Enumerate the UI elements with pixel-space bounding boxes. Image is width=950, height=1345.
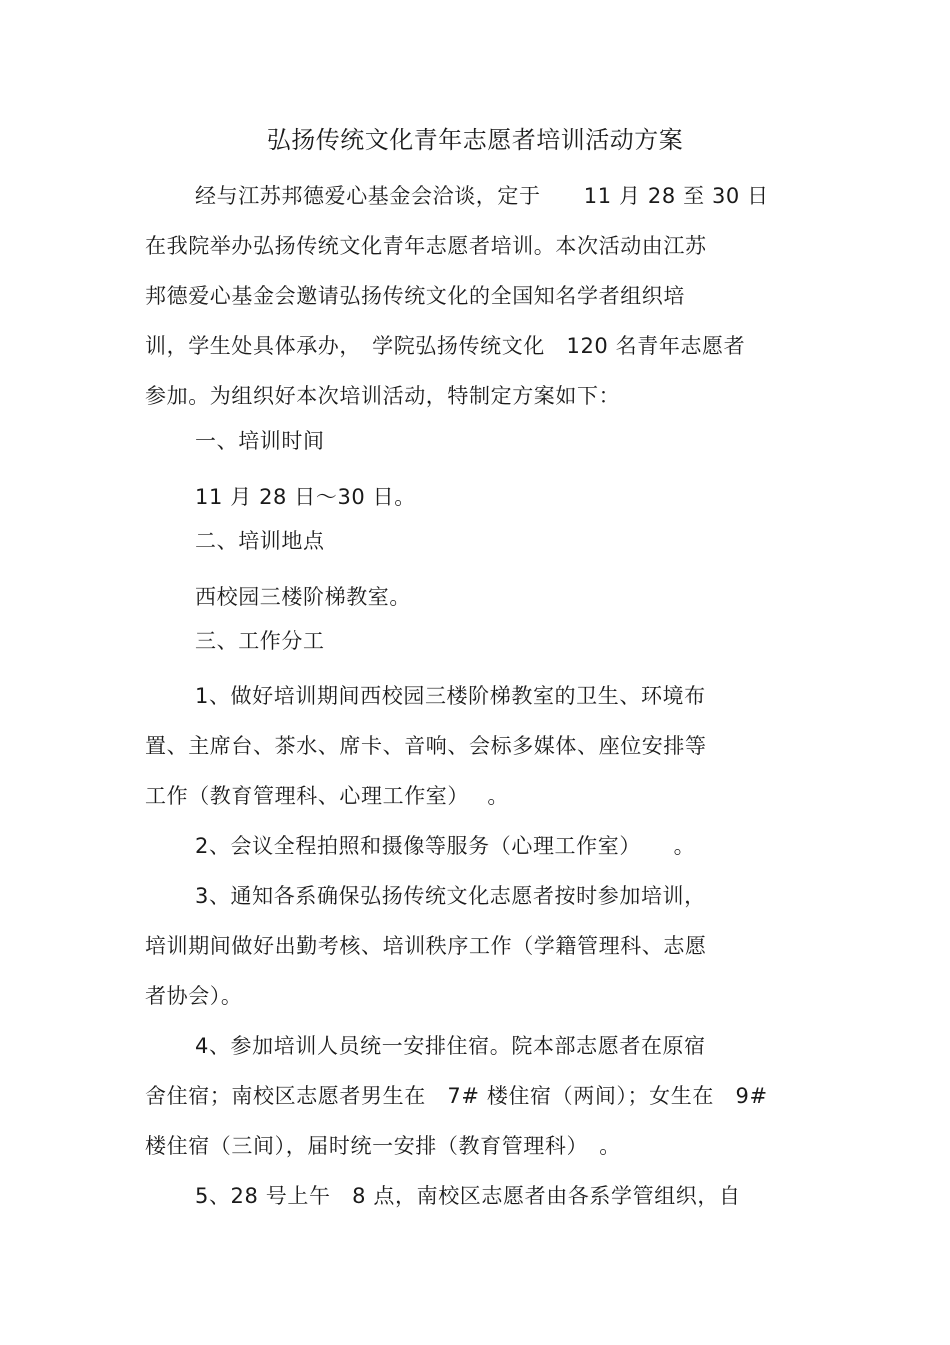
paragraph-line: 11 月 28 日～30 日。 [195, 485, 416, 509]
paragraph-line: 2、会议全程拍照和摄像等服务（心理工作室） 。 [195, 834, 696, 858]
paragraph-line: 舍住宿；南校区志愿者男生在 7# 楼住宿（两间）；女生在 9# [145, 1084, 768, 1108]
section-heading: 一、培训时间 [195, 429, 325, 453]
paragraph-line: 5、28 号上午 8 点，南校区志愿者由各系学管组织，自 [195, 1184, 741, 1208]
paragraph-line: 3、通知各系确保弘扬传统文化志愿者按时参加培训， [195, 884, 706, 908]
paragraph-line: 工作（教育管理科、心理工作室） 。 [145, 784, 509, 808]
paragraph-line: 楼住宿（三间），届时统一安排（教育管理科） 。 [145, 1134, 621, 1158]
paragraph-line: 培训期间做好出勤考核、培训秩序工作（学籍管理科、志愿 [145, 934, 707, 958]
paragraph-line: 者协会）。 [145, 984, 243, 1008]
paragraph-line: 在我院举办弘扬传统文化青年志愿者培训。本次活动由江苏 [145, 234, 707, 258]
paragraph-line: 西校园三楼阶梯教室。 [195, 585, 411, 609]
paragraph-line: 训，学生处具体承办， 学院弘扬传统文化 120 名青年志愿者 [145, 334, 746, 358]
paragraph-line: 置、主席台、茶水、席卡、音响、会标多媒体、座位安排等 [145, 734, 707, 758]
paragraph-line: 参加。为组织好本次培训活动，特制定方案如下： [145, 384, 621, 408]
paragraph-line: 邦德爱心基金会邀请弘扬传统文化的全国知名学者组织培 [145, 284, 685, 308]
document-title: 弘扬传统文化青年志愿者培训活动方案 [266, 126, 684, 154]
section-heading: 二、培训地点 [195, 529, 325, 553]
paragraph-line: 经与江苏邦德爱心基金会洽谈，定于 11 月 28 至 30 日 [195, 184, 769, 208]
paragraph-line: 1、做好培训期间西校园三楼阶梯教室的卫生、环境布 [195, 684, 706, 708]
section-heading: 三、工作分工 [195, 629, 325, 653]
paragraph-line: 4、参加培训人员统一安排住宿。院本部志愿者在原宿 [195, 1034, 706, 1058]
